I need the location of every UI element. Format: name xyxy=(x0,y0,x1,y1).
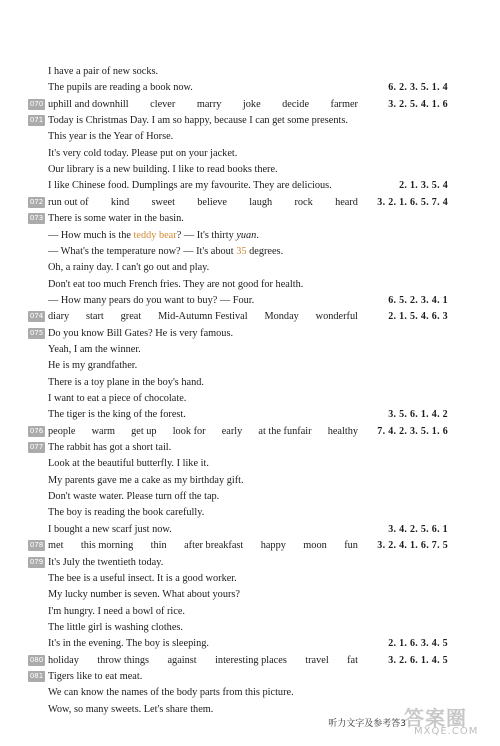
vocab-word: healthy xyxy=(327,425,358,437)
vocab-word: Mid-Autumn Festival xyxy=(158,311,248,323)
text-line xyxy=(28,636,448,652)
text-line xyxy=(28,64,448,80)
answer-sequence: 7. 4. 2. 3. 5. 1. 6 xyxy=(377,425,448,437)
sentence-text: The pupils are reading a book now. xyxy=(48,82,193,94)
vocab-word: laugh xyxy=(249,196,273,208)
text-line xyxy=(28,260,448,276)
text-line xyxy=(28,244,448,260)
sentence-text: Wow, so many sweets. Let's share them. xyxy=(48,703,214,715)
sentence-text: Oh, a rainy day. I can't go out and play. xyxy=(48,262,210,274)
sentence-text: Our library is a new building. I like to read books there. xyxy=(48,164,278,176)
section-line xyxy=(28,309,448,325)
section-number-badge: 070 xyxy=(29,99,44,108)
vocab-word: joke xyxy=(242,98,261,110)
word-list xyxy=(48,538,358,554)
vocab-word: farmer xyxy=(330,98,358,110)
vocab-word: heard xyxy=(335,196,358,208)
sentence-fragment: — What's the temperature now? — It's about xyxy=(48,245,237,257)
text-line xyxy=(28,129,448,145)
sentence-text: Don't eat too much French fries. They are not good for health. xyxy=(48,278,304,290)
answer-sequence: 3. 2. 6. 1. 4. 5 xyxy=(388,654,448,666)
vocab-word: kind xyxy=(110,196,130,208)
sentence-fragment: 35 xyxy=(236,245,247,257)
vocab-word: fat xyxy=(347,654,358,666)
section-number-badge: 073 xyxy=(29,214,44,223)
vocab-word: thin xyxy=(150,540,167,552)
section-line xyxy=(28,555,448,571)
text-line xyxy=(28,505,448,521)
answer-sequence: 3. 2. 1. 6. 5. 7. 4 xyxy=(377,196,448,208)
word-list xyxy=(48,424,358,440)
section-number-badge: 079 xyxy=(29,557,44,566)
text-line xyxy=(28,620,448,636)
text-line xyxy=(28,587,448,603)
section-line xyxy=(28,538,448,554)
text-line xyxy=(28,489,448,505)
text-line xyxy=(28,80,448,96)
vocab-word: throw things xyxy=(97,654,150,666)
section-number-badge: 081 xyxy=(29,671,44,680)
sentence-text: He is my grandfather. xyxy=(48,360,138,372)
text-line xyxy=(28,391,448,407)
vocab-word: uphill and downhill xyxy=(48,98,129,110)
section-number-badge: 078 xyxy=(29,541,44,550)
sentence-fragment: degrees. xyxy=(246,245,284,257)
section-line xyxy=(28,97,448,113)
footer-label: 听力文字及参考答3 xyxy=(328,719,406,729)
vocab-word: decide xyxy=(282,98,310,110)
answer-sequence: 2. 1. 3. 5. 4 xyxy=(399,180,448,192)
sentence-text: It's July the twentieth today. xyxy=(48,556,164,568)
sentence-text xyxy=(48,244,283,260)
text-line xyxy=(28,456,448,472)
word-list xyxy=(48,97,358,113)
section-line xyxy=(28,211,448,227)
text-line xyxy=(28,571,448,587)
section-number-badge: 080 xyxy=(29,655,44,664)
sentence-text: I like Chinese food. Dumplings are my favourite. They are delicious. xyxy=(48,180,332,192)
section-number-badge: 074 xyxy=(29,312,44,321)
vocab-word: clever xyxy=(150,98,176,110)
text-line xyxy=(28,375,448,391)
vocab-word: after breakfast xyxy=(184,540,244,552)
sentence-text: I bought a new scarf just now. xyxy=(48,523,172,535)
sentence-text: It's in the evening. The boy is sleeping. xyxy=(48,638,209,650)
vocab-word: this morning xyxy=(80,540,134,552)
vocab-word: great xyxy=(120,311,142,323)
text-line xyxy=(28,358,448,374)
vocab-word: wonderful xyxy=(315,311,358,323)
vocab-word: met xyxy=(48,540,64,552)
vocab-word: believe xyxy=(197,196,227,208)
vocab-word: marry xyxy=(196,98,222,110)
sentence-text xyxy=(48,228,259,244)
sentence-text: Don't waste water. Please turn off the tap. xyxy=(48,491,220,503)
vocab-word: early xyxy=(221,425,243,437)
vocab-word: moon xyxy=(303,540,327,552)
vocab-word: run out of xyxy=(48,196,89,208)
sentence-text: We can know the names of the body parts from this picture. xyxy=(48,687,294,699)
vocab-word: people xyxy=(48,425,76,437)
vocab-word: travel xyxy=(305,654,329,666)
text-line xyxy=(28,407,448,423)
answer-sequence: 6. 2. 3. 5. 1. 4 xyxy=(388,82,448,94)
vocab-word: holiday xyxy=(48,654,79,666)
text-line xyxy=(28,146,448,162)
word-list xyxy=(48,195,358,211)
vocab-word: against xyxy=(167,654,197,666)
vocab-word: fun xyxy=(344,540,358,552)
sentence-text: There is a toy plane in the boy's hand. xyxy=(48,376,204,388)
text-line xyxy=(28,293,448,309)
sentence-text: It's very cold today. Please put on your jacket. xyxy=(48,147,238,159)
section-line xyxy=(28,653,448,669)
section-line xyxy=(28,669,448,685)
text-line xyxy=(28,685,448,701)
section-number-badge: 075 xyxy=(29,328,44,337)
sentence-text: I want to eat a piece of chocolate. xyxy=(48,393,187,404)
vocab-word: sweet xyxy=(151,196,175,208)
answer-sequence: 3. 4. 2. 5. 6. 1 xyxy=(388,523,448,535)
sentence-fragment: ? — It's thirty xyxy=(176,229,237,241)
sentence-text: I have a pair of new socks. xyxy=(48,66,159,77)
answer-sequence: 2. 1. 6. 3. 4. 5 xyxy=(388,638,448,650)
sentence-fragment: — How much is the xyxy=(48,229,134,241)
vocab-word: get up xyxy=(131,425,157,437)
section-number-badge: 076 xyxy=(29,426,44,435)
sentence-text: My parents gave me a cake as my birthday gift. xyxy=(48,474,244,486)
vocab-word: happy xyxy=(260,540,286,552)
sentence-text: Look at the beautiful butterfly. I like it. xyxy=(48,458,209,470)
sentence-text: Today is Christmas Day. I am so happy, because I can get some presents. xyxy=(48,115,348,127)
vocab-word: look for xyxy=(172,425,206,437)
section-number-badge: 072 xyxy=(29,197,44,206)
section-line xyxy=(28,113,448,129)
watermark-logo xyxy=(400,702,494,742)
sentence-text: The bee is a useful insect. It is a good worker. xyxy=(48,572,237,584)
sentence-text: Do you know Bill Gates? He is very famous. xyxy=(48,327,234,339)
sentence-text: This year is the Year of Horse. xyxy=(48,131,174,143)
text-line xyxy=(28,473,448,489)
vocab-word: Monday xyxy=(264,311,299,323)
sentence-text: The tiger is the king of the forest. xyxy=(48,409,186,421)
sentence-text: There is some water in the basin. xyxy=(48,213,184,225)
vocab-word: interesting places xyxy=(215,654,287,666)
vocab-word: at the funfair xyxy=(258,425,312,437)
sentence-fragment: yuan xyxy=(236,229,257,241)
sentence-text: I'm hungry. I need a bowl of rice. xyxy=(48,605,186,617)
answer-sequence: 6. 5. 2. 3. 4. 1 xyxy=(388,294,448,306)
text-line xyxy=(28,228,448,244)
sentence-fragment: . xyxy=(256,229,259,241)
answer-sequence: 3. 2. 4. 1. 6. 7. 5 xyxy=(377,540,448,552)
vocab-word: rock xyxy=(294,196,313,208)
section-line xyxy=(28,326,448,342)
text-line xyxy=(28,162,448,178)
vocab-word: start xyxy=(86,311,104,323)
vocab-word: warm xyxy=(91,425,116,437)
section-number-badge: 071 xyxy=(29,116,44,125)
sentence-fragment: teddy bear xyxy=(133,229,177,241)
section-line xyxy=(28,440,448,456)
word-list xyxy=(48,309,358,325)
section-number-badge: 077 xyxy=(29,443,44,452)
text-line xyxy=(28,178,448,194)
sentence-text: Tigers like to eat meat. xyxy=(48,670,143,682)
answer-sequence: 3. 2. 5. 4. 1. 6 xyxy=(388,98,448,110)
text-line xyxy=(28,522,448,538)
answer-sequence: 3. 5. 6. 1. 4. 2 xyxy=(388,409,448,421)
watermark-url: MXQE.COM xyxy=(414,726,479,737)
sentence-text: — How many pears do you want to buy? — Four. xyxy=(48,294,255,306)
vocab-word: diary xyxy=(48,311,70,323)
section-line xyxy=(28,424,448,440)
sentence-text: Yeah, I am the winner. xyxy=(48,343,141,355)
section-line xyxy=(28,195,448,211)
sentence-text: The little girl is washing clothes. xyxy=(48,621,183,633)
watermark-logo-text: 答案圈 xyxy=(404,706,467,730)
sentence-text: The boy is reading the book carefully. xyxy=(48,507,205,519)
text-line xyxy=(28,342,448,358)
text-line xyxy=(28,604,448,620)
sentence-text: The rabbit has got a short tail. xyxy=(48,442,172,454)
text-line xyxy=(28,277,448,293)
answer-sequence: 2. 1. 5. 4. 6. 3 xyxy=(388,311,448,323)
sentence-text: My lucky number is seven. What about yours? xyxy=(48,589,240,601)
word-list xyxy=(48,653,358,669)
